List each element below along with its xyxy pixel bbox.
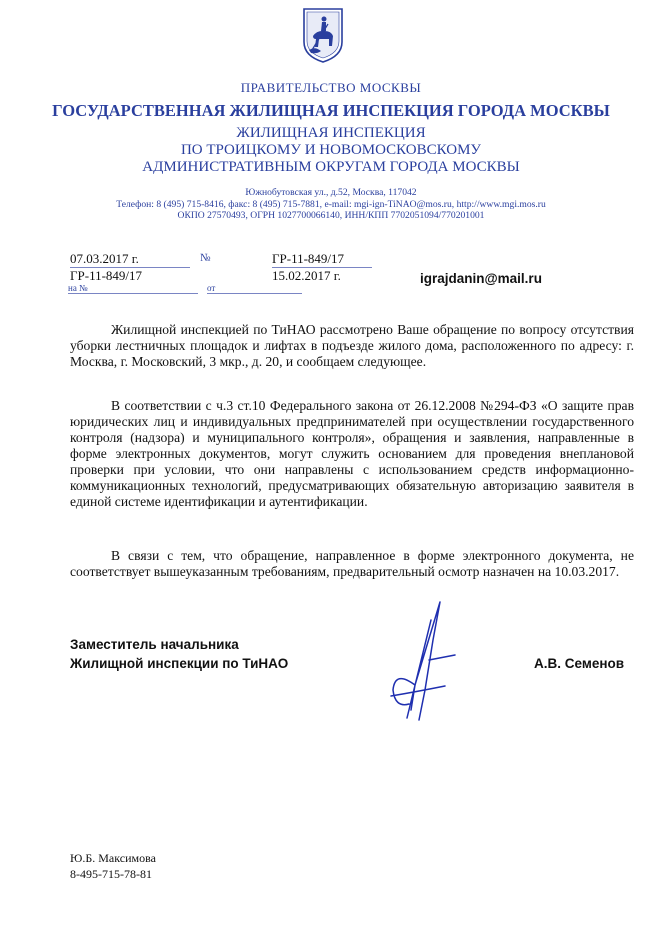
contacts: Телефон: 8 (495) 715-8416, факс: 8 (495) 715-7881, e-mail: mgi-ign-TiNAO@mos.ru, http://www.mgi.mos.ru [116, 199, 546, 210]
government-title: ПРАВИТЕЛЬСТВО МОСКВЫ [240, 80, 422, 95]
inspection-title: ГОСУДАРСТВЕННАЯ ЖИЛИЩНАЯ ИНСПЕКЦИЯ ГОРОДА МОСКВЫ [52, 101, 610, 120]
recipient-email: igrajdanin@mail.ru [420, 271, 542, 286]
registration-codes: ОКПО 27570493, ОГРН 1027700066140, ИНН/КПП 7702051094/770201001 [177, 210, 485, 221]
outgoing-number: ГР-11-849/17 [272, 251, 372, 268]
outgoing-date: 07.03.2017 г. [70, 251, 190, 268]
signer-name: А.В. Семенов [534, 656, 625, 671]
handwritten-signature [385, 600, 460, 730]
moscow-coat-of-arms-icon [301, 6, 345, 64]
reference-number: ГР-11-849/17 [70, 268, 143, 283]
body-paragraph-3: В связи с тем, что обращение, направленное в форме электронного документа, не соответствует вышеуказанным требованиям, предварительный осмотр назначен на 10.03.2017. [70, 548, 634, 579]
reference-date: 15.02.2017 г. [272, 268, 341, 283]
body-paragraph-1: Жилищной инспекцией по ТиНАО рассмотрено Ваше обращение по вопросу отсутствия уборки лестничных площадок и лифтах в подъезде жилого дома, расположенного по адресу: г. Москва, г. Московский, 3 мкр., д. 20, и сообщаем следующее. [70, 322, 634, 369]
reference-date-label: от [207, 283, 302, 294]
number-label: № [200, 252, 211, 264]
subdivision-line-2: ПО ТРОИЦКОМУ И НОВОМОСКОВСКОМУ [180, 142, 482, 158]
reference-number-label: на № [68, 283, 198, 294]
subdivision-line-3: АДМИНИСТРАТИВНЫМ ОКРУГАМ ГОРОДА МОСКВЫ [142, 159, 520, 175]
executor-name: Ю.Б. Максимова [70, 851, 156, 865]
signer-position-line-2: Жилищной инспекции по ТиНАО [70, 656, 289, 671]
signer-position-line-1: Заместитель начальника [70, 637, 239, 652]
address: Южнобутовская ул., д.52, Москва, 117042 [245, 187, 417, 198]
executor-phone: 8-495-715-78-81 [70, 867, 152, 881]
body-paragraph-2: В соответствии с ч.3 ст.10 Федерального закона от 26.12.2008 №294-ФЗ «О защите прав юридических лиц и индивидуальных предпринимателей при осуществлении государственного контроля (надзора) и муниципального контроля», обращения и заявления, направленные в форме электронных документов, могут служить основанием для проведения внеплановой проверки при условии, что они направлены с использованием средств информационно-коммуникационных технологий, предусматривающих обязательную авторизацию заявителя в единой системе идентификации и аутентификации. [70, 398, 634, 509]
subdivision-line-1: ЖИЛИЩНАЯ ИНСПЕКЦИЯ [236, 125, 426, 141]
